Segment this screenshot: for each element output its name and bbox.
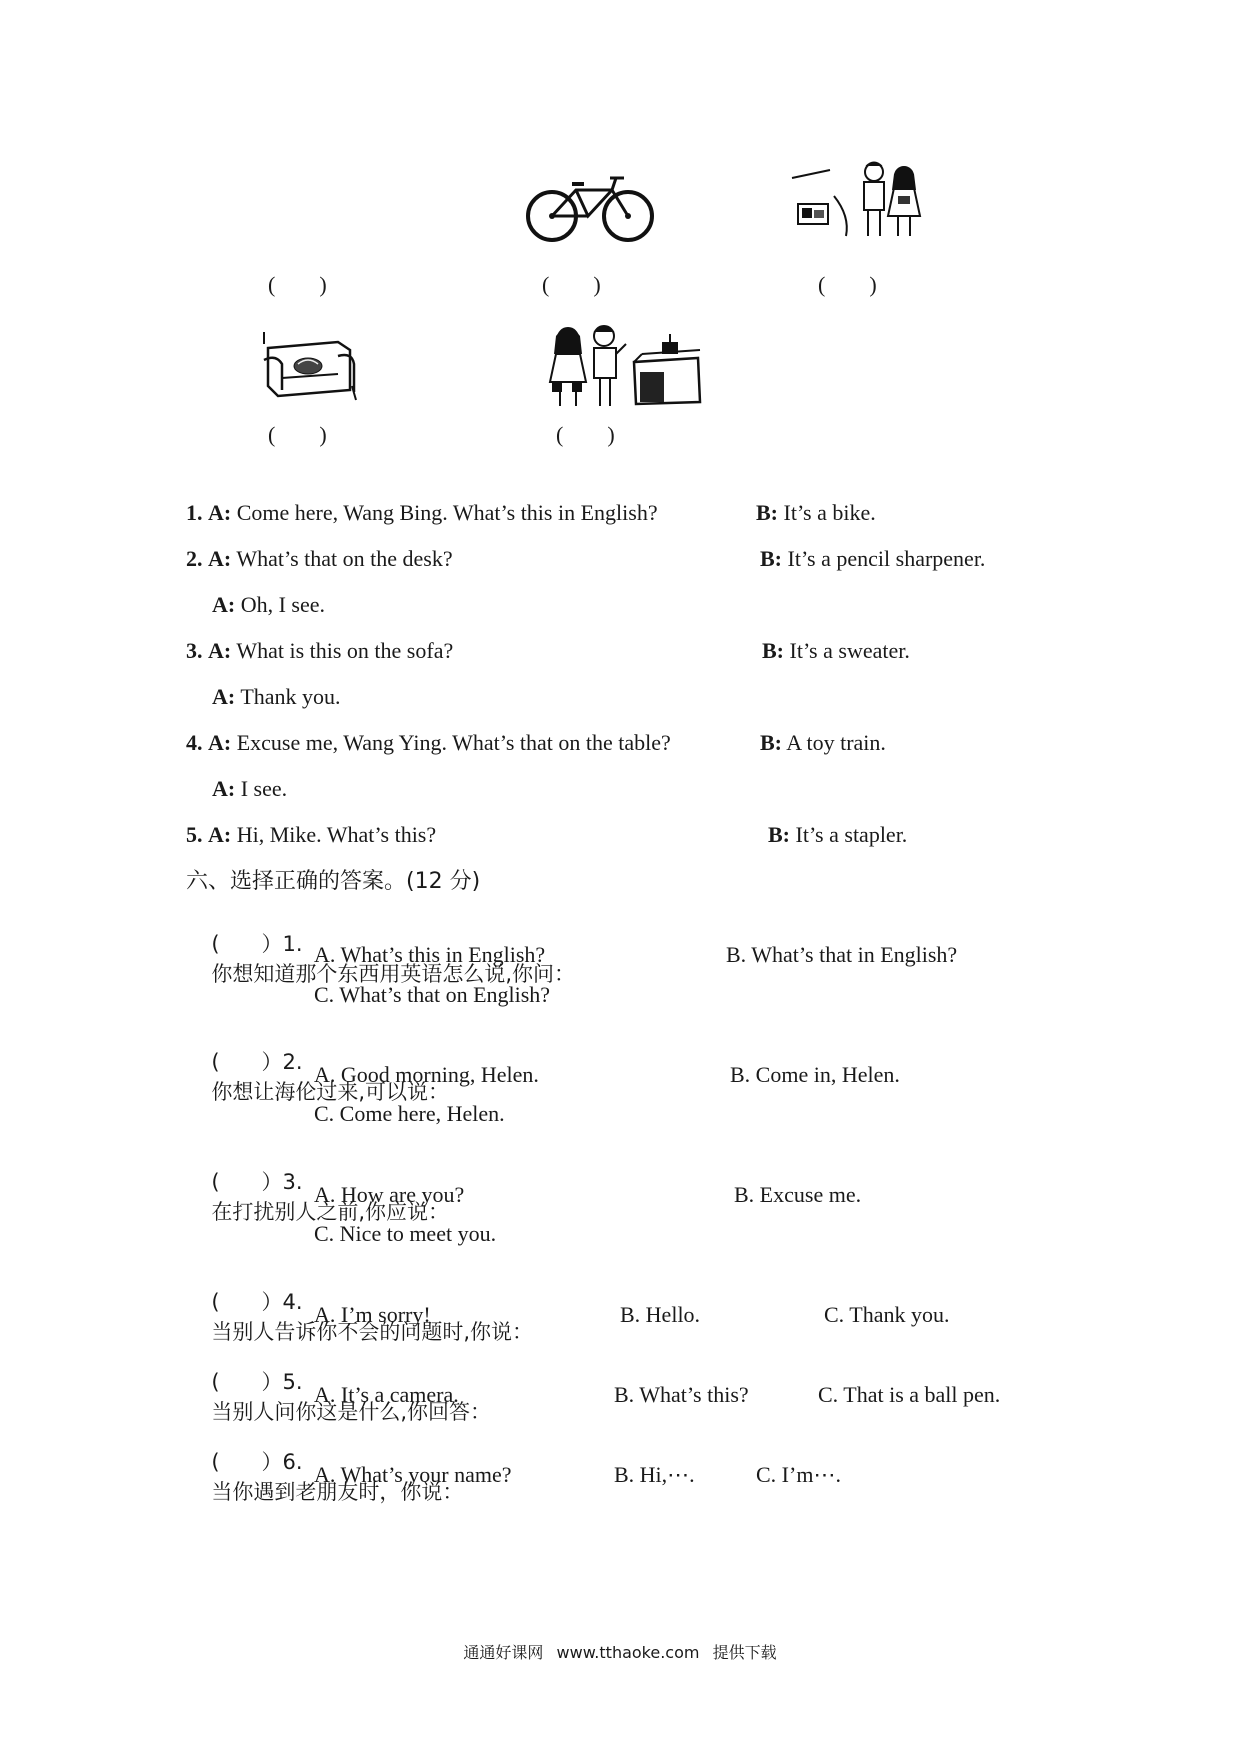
speaker-label: A:	[208, 730, 232, 755]
speaker-label: B:	[760, 730, 782, 755]
answer-blank[interactable]: ( ）4.	[211, 1290, 303, 1314]
dialogue-1-b	[756, 500, 876, 526]
option-b[interactable]: B. Come in, Helen.	[730, 1062, 900, 1087]
option-b[interactable]: B. Hi,⋯.	[614, 1462, 695, 1487]
question-text: 当别人问你这是什么,你回答：	[211, 1400, 492, 1424]
dialogue-3-a	[186, 638, 453, 664]
dialogue-2-b	[760, 546, 985, 572]
dialogue-text: It’s a sweater.	[789, 638, 910, 663]
dialogue-2-a2	[212, 592, 325, 618]
option-c[interactable]: C. Nice to meet you.	[314, 1221, 497, 1246]
dialogue-4-a	[186, 730, 671, 756]
dialogue-5-a	[186, 822, 436, 848]
dialogue-text: Come here, Wang Bing. What’s this in English?	[236, 500, 658, 525]
answer-blank[interactable]: ( ）6.	[211, 1450, 303, 1474]
option-c[interactable]: C. Come here, Helen.	[314, 1101, 505, 1126]
speaker-label: B:	[768, 822, 790, 847]
speaker-label: A:	[208, 546, 232, 571]
question-text: 当你遇到老朋友时，你说：	[211, 1480, 464, 1504]
answer-blank[interactable]: ( ）5.	[211, 1370, 303, 1394]
dialogue-number: 2.	[186, 546, 203, 571]
blank-bracket[interactable]: ( )	[818, 272, 877, 297]
speaker-label: A:	[212, 776, 236, 801]
dialogue-number: 3.	[186, 638, 203, 663]
footer-suffix: 提供下载	[712, 1643, 777, 1662]
option-a[interactable]: A. How are you?	[314, 1182, 465, 1207]
dialogue-3-a2	[212, 684, 341, 710]
children-tv-picture	[790, 156, 930, 240]
question-text: 在打扰别人之前,你应说：	[211, 1200, 450, 1224]
dialogue-4-b	[760, 730, 886, 756]
option-b[interactable]: B. Excuse me.	[734, 1182, 862, 1207]
option-b[interactable]: B. Hello.	[620, 1302, 701, 1327]
option-a[interactable]: A. It’s a camera.	[314, 1382, 459, 1407]
dialogue-4-a2	[212, 776, 287, 802]
option-a[interactable]: A. I’m sorry!	[314, 1302, 431, 1327]
option-b[interactable]: B. What’s that in English?	[726, 942, 958, 967]
dialogue-text: What’s that on the desk?	[236, 546, 453, 571]
dialogue-text: A toy train.	[786, 730, 886, 755]
footer-url[interactable]: www.tthaoke.com	[556, 1643, 700, 1662]
option-c[interactable]: C. What’s that on English?	[314, 982, 551, 1007]
option-a[interactable]: A. Good morning, Helen.	[314, 1062, 539, 1087]
blank-bracket[interactable]: ( )	[556, 422, 615, 447]
dialogue-text: It’s a pencil sharpener.	[787, 546, 986, 571]
dialogue-text: Thank you.	[240, 684, 341, 709]
dialogue-number: 1.	[186, 500, 203, 525]
speaker-label: A:	[208, 638, 232, 663]
option-c[interactable]: C. I’m⋯.	[756, 1462, 841, 1487]
answer-blank[interactable]: ( ）3.	[211, 1170, 303, 1194]
dialogue-text: It’s a bike.	[783, 500, 876, 525]
dialogue-5-b	[768, 822, 907, 848]
dialogue-number: 5.	[186, 822, 203, 847]
speaker-label: B:	[762, 638, 784, 663]
dialogue-2-a	[186, 546, 453, 572]
dialogue-number: 4.	[186, 730, 203, 755]
dialogue-text: Hi, Mike. What’s this?	[236, 822, 437, 847]
question-text: 你想让海伦过来,可以说：	[211, 1080, 450, 1104]
speaker-label: B:	[756, 500, 778, 525]
question-text: 当别人告诉你不会的问题时,你说：	[211, 1320, 534, 1344]
sofa-picture	[260, 330, 360, 402]
blank-bracket[interactable]: ( )	[542, 272, 601, 297]
dialogue-text: What is this on the sofa?	[236, 638, 454, 663]
option-c[interactable]: C. That is a ball pen.	[818, 1382, 1001, 1407]
speaker-label: A:	[212, 592, 236, 617]
bicycle-picture	[526, 172, 654, 244]
children-table-picture	[542, 320, 702, 408]
question-text: 你想知道那个东西用英语怎么说,你问：	[211, 962, 576, 986]
dialogue-3-b	[762, 638, 910, 664]
dialogue-text: It’s a stapler.	[795, 822, 908, 847]
dialogue-text: Oh, I see.	[240, 592, 326, 617]
dialogue-1-a	[186, 500, 658, 526]
footer-site-name: 通通好课网	[463, 1643, 544, 1662]
speaker-label: A:	[208, 500, 232, 525]
option-a[interactable]: A. What’s this in English?	[314, 942, 546, 967]
option-c[interactable]: C. Thank you.	[824, 1302, 950, 1327]
blank-bracket[interactable]: ( )	[268, 272, 327, 297]
speaker-label: A:	[208, 822, 232, 847]
speaker-label: A:	[212, 684, 236, 709]
answer-blank[interactable]: ( ）2.	[211, 1050, 303, 1074]
option-b[interactable]: B. What’s this?	[614, 1382, 749, 1407]
option-a[interactable]: A. What’s your name?	[314, 1462, 512, 1487]
section-heading: 六、选择正确的答案。(12 分)	[186, 869, 481, 894]
page-footer	[0, 1640, 1240, 1663]
dialogue-text: I see.	[240, 776, 288, 801]
speaker-label: B:	[760, 546, 782, 571]
answer-blank[interactable]: ( ）1.	[211, 932, 303, 956]
dialogue-text: Excuse me, Wang Ying. What’s that on the table?	[236, 730, 671, 755]
blank-bracket[interactable]: ( )	[268, 422, 327, 447]
